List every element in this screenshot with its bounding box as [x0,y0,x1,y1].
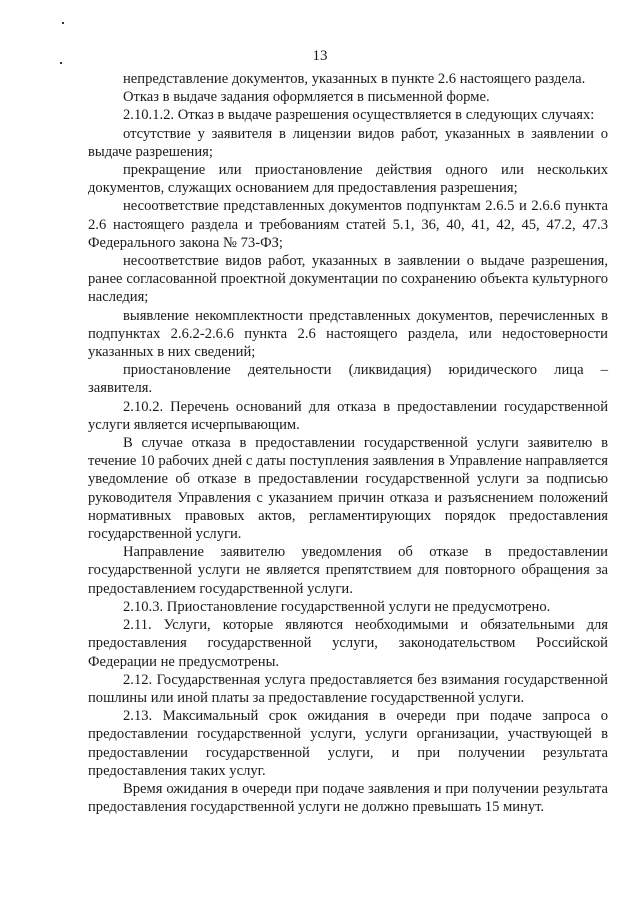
paragraph: отсутствие у заявителя в лицензии видов работ, указанных в заявлении о выдаче разрешения; [88,125,608,160]
paragraph: 2.12. Государственная услуга предоставляется без взимания государственной пошлины или иной платы за предоставление государственной услуги. [88,671,608,706]
paragraph: прекращение или приостановление действия одного или нескольких документов, служащих основанием для предоставления разрешения; [88,162,608,197]
paragraph: Отказ в выдаче задания оформляется в письменной форме. [123,89,490,106]
paragraph: 2.10.1.2. Отказ в выдаче разрешения осуществляется в следующих случаях: [123,107,595,124]
paragraph: 2.13. Максимальный срок ожидания в очереди при подаче запроса о предоставлении государственной услуги, услуги организации, участвующей в предоставлении государственной услуги, и при получении результата предоставления таких услуг. [88,708,608,779]
paragraph: 2.10.2. Перечень оснований для отказа в предоставлении государственной услуги является исчерпывающим. [88,398,608,433]
paragraph: Время ожидания в очереди при подаче заявления и при получении результата предоставления государственной услуги не должно превышать 15 минут. [88,780,608,816]
paragraph: В случае отказа в предоставлении государственной услуги заявителю в течение 10 рабочих дней с даты поступления заявления в Управление направляется уведомление об отказе в предоставлении государственной услуги за подписью руководителя Управления с указанием причин отказа и разъяснением положений нормативных правовых актов, регламентирующих порядок предоставления государственной услуги. [88,435,608,543]
paragraph: 2.11. Услуги, которые являются необходимыми и обязательными для предоставления государственной услуги, законодательством Российской Федерации не предусмотрены. [88,617,608,670]
scan-speck [62,22,64,24]
paragraph: выявление некомплектности представленных документов, перечисленных в подпунктах 2.6.2-2.6.6 пункта 2.6 настоящего раздела, или недостоверности указанных в них сведений; [88,307,608,361]
paragraph: несоответствие видов работ, указанных в заявлении о выдаче разрешения, ранее согласованной проектной документации по сохранению объекта культурного наследия; [88,253,608,306]
paragraph: непредставление документов, указанных в пункте 2.6 настоящего раздела. [123,71,586,87]
paragraph: приостановление деятельности (ликвидация) юридического лица – заявителя. [88,362,608,397]
paragraph: несоответствие представленных документов подпунктам 2.6.5 и 2.6.6 пункта 2.6 настоящего раздела и требованиям статей 5.1, 36, 40, 41, 42, 45, 47.2, 47.3 Федерального закона № 73-ФЗ; [88,198,608,251]
document-body [88,70,608,816]
paragraph: 2.10.3. Приостановление государственной услуги не предусмотрено. [123,598,551,615]
page-number: 13 [312,48,328,64]
paragraph: Направление заявителю уведомления об отказе в предоставлении государственной услуги не является препятствием для повторного обращения за предоставлением государственной услуги. [88,544,608,597]
